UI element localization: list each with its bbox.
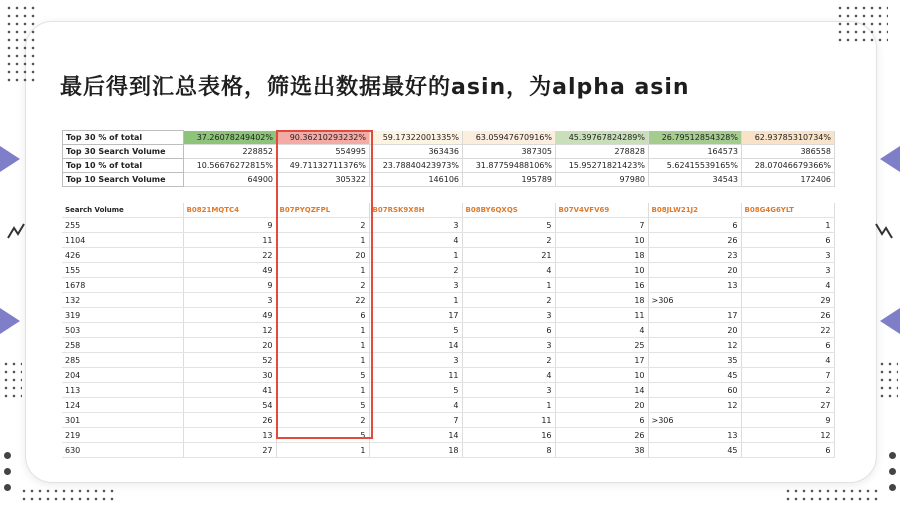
summary-cell[interactable]: 387305	[463, 145, 556, 159]
squiggle-right-icon	[874, 222, 894, 242]
search-volume-cell[interactable]: 258	[62, 338, 183, 353]
rank-cell[interactable]: 20	[183, 338, 276, 353]
rank-cell[interactable]: 18	[555, 293, 648, 308]
column-header-asin[interactable]: B07PYQZFPL	[276, 203, 369, 218]
table-row	[62, 218, 834, 233]
table-row	[62, 428, 834, 443]
summary-cell[interactable]: 278828	[556, 145, 649, 159]
rank-cell[interactable]: 8	[462, 443, 555, 458]
rank-cell[interactable]: 30	[183, 368, 276, 383]
search-volume-cell[interactable]: 301	[62, 413, 183, 428]
table-row	[62, 248, 834, 263]
rank-cell[interactable]: 3	[462, 383, 555, 398]
rank-cell[interactable]: 1	[276, 323, 369, 338]
rank-cell[interactable]: 35	[648, 353, 741, 368]
rank-cell[interactable]: 13	[648, 278, 741, 293]
summary-row	[63, 173, 835, 187]
rank-cell[interactable]: 49	[183, 308, 276, 323]
summary-cell[interactable]: 195789	[463, 173, 556, 187]
search-volume-cell[interactable]: 155	[62, 263, 183, 278]
summary-cell[interactable]: 62.93785310734%	[742, 131, 835, 145]
rank-cell[interactable]: 3	[741, 248, 834, 263]
summary-cell[interactable]: 26.79512854328%	[649, 131, 742, 145]
rank-cell[interactable]: 1	[276, 353, 369, 368]
decorative-dots-bottom-left	[20, 487, 116, 503]
rank-cell[interactable]: 2	[276, 413, 369, 428]
dot-bottom-left-1	[4, 452, 11, 459]
rank-cell[interactable]: 21	[462, 248, 555, 263]
rank-cell[interactable]: 6	[741, 338, 834, 353]
rank-cell[interactable]: 17	[648, 308, 741, 323]
rank-cell[interactable]: 1	[276, 443, 369, 458]
rank-cell[interactable]: 1	[276, 263, 369, 278]
rank-cell[interactable]: 10	[555, 263, 648, 278]
rank-cell[interactable]: 9	[183, 218, 276, 233]
summary-cell[interactable]: 45.39767824289%	[556, 131, 649, 145]
summary-cell[interactable]: 97980	[556, 173, 649, 187]
rank-cell[interactable]: 20	[648, 323, 741, 338]
summary-cell[interactable]: 228852	[184, 145, 277, 159]
rank-cell[interactable]: 6	[741, 443, 834, 458]
rank-cell[interactable]: 3	[369, 278, 462, 293]
rank-cell[interactable]: 18	[369, 443, 462, 458]
summary-cell[interactable]: 305322	[277, 173, 370, 187]
table-row	[62, 443, 834, 458]
rank-cell[interactable]: 13	[648, 428, 741, 443]
rank-cell[interactable]: 54	[183, 398, 276, 413]
rank-cell[interactable]: 11	[555, 308, 648, 323]
column-header-asin[interactable]: B07V4VFV69	[555, 203, 648, 218]
column-header-asin[interactable]: B08BY6QXQS	[462, 203, 555, 218]
rank-cell[interactable]: 12	[741, 428, 834, 443]
search-volume-cell[interactable]: 204	[62, 368, 183, 383]
rank-cell[interactable]: 25	[555, 338, 648, 353]
rank-cell[interactable]: 22	[276, 293, 369, 308]
search-volume-cell[interactable]: 285	[62, 353, 183, 368]
summary-cell[interactable]: 172406	[742, 173, 835, 187]
table-row	[62, 353, 834, 368]
summary-cell[interactable]: 31.87759488106%	[463, 159, 556, 173]
rank-cell[interactable]: 1	[276, 383, 369, 398]
triangle-left-top-icon	[0, 146, 20, 172]
summary-cell[interactable]: 5.62415539165%	[649, 159, 742, 173]
dot-bottom-left-3	[4, 484, 11, 491]
rank-cell[interactable]: 20	[276, 248, 369, 263]
search-volume-cell[interactable]: 132	[62, 293, 183, 308]
summary-cell[interactable]: 63.05947670916%	[463, 131, 556, 145]
summary-cell[interactable]: 28.07046679366%	[742, 159, 835, 173]
rank-cell[interactable]: 4	[462, 368, 555, 383]
rank-cell[interactable]: 60	[648, 383, 741, 398]
summary-cell[interactable]: 34543	[649, 173, 742, 187]
summary-cell[interactable]: 554995	[277, 145, 370, 159]
column-header-asin[interactable]: B08JLW21J2	[648, 203, 741, 218]
summary-cell[interactable]: 59.17322001335%	[370, 131, 463, 145]
search-volume-cell[interactable]: 1678	[62, 278, 183, 293]
summary-row-label[interactable]: Top 30 Search Volume	[63, 145, 184, 159]
rank-cell[interactable]: 12	[183, 323, 276, 338]
rank-cell[interactable]: 3	[462, 308, 555, 323]
summary-row	[63, 145, 835, 159]
search-volume-cell[interactable]: 113	[62, 383, 183, 398]
rank-cell[interactable]: 20	[555, 398, 648, 413]
rank-cell[interactable]: 26	[555, 428, 648, 443]
rank-cell[interactable]: 6	[276, 308, 369, 323]
dot-bottom-right-3	[889, 484, 896, 491]
rank-cell[interactable]: 22	[741, 323, 834, 338]
rank-cell[interactable]: 4	[741, 278, 834, 293]
rank-cell[interactable]: 1	[369, 293, 462, 308]
summary-cell[interactable]: 146106	[370, 173, 463, 187]
rank-cell[interactable]: 11	[462, 413, 555, 428]
summary-row-label[interactable]: Top 10 % of total	[63, 159, 184, 173]
summary-cell[interactable]: 37.26078249402%	[184, 131, 277, 145]
summary-row	[63, 159, 835, 173]
rank-cell[interactable]: 1	[276, 233, 369, 248]
table-row	[62, 413, 834, 428]
table-row	[62, 398, 834, 413]
search-volume-table	[62, 203, 835, 458]
summary-cell[interactable]: 386558	[742, 145, 835, 159]
rank-cell[interactable]: 14	[369, 338, 462, 353]
table-row	[62, 368, 834, 383]
rank-cell[interactable]: 16	[462, 428, 555, 443]
summary-cell[interactable]: 15.95271821423%	[556, 159, 649, 173]
decorative-dots-top-right	[836, 4, 888, 44]
rank-cell[interactable]: 5	[276, 428, 369, 443]
rank-cell[interactable]: 5	[369, 323, 462, 338]
rank-cell[interactable]: 4	[369, 398, 462, 413]
rank-cell[interactable]: 6	[555, 413, 648, 428]
search-volume-cell[interactable]: 219	[62, 428, 183, 443]
rank-cell[interactable]: 1	[369, 248, 462, 263]
decorative-dots-top-left	[5, 4, 37, 84]
search-volume-cell[interactable]: 426	[62, 248, 183, 263]
slide-title: 最后得到汇总表格，筛选出数据最好的asin，为alpha asin	[60, 75, 690, 100]
dot-bottom-left-2	[4, 468, 11, 475]
search-volume-cell[interactable]: 1104	[62, 233, 183, 248]
rank-cell[interactable]: 26	[741, 308, 834, 323]
rank-cell[interactable]: 1	[276, 338, 369, 353]
rank-cell[interactable]: 22	[183, 248, 276, 263]
rank-cell[interactable]: 5	[369, 383, 462, 398]
rank-cell[interactable]: 1	[462, 278, 555, 293]
summary-row	[63, 131, 835, 145]
rank-cell[interactable]: 6	[462, 323, 555, 338]
table-row	[62, 323, 834, 338]
rank-cell[interactable]: 11	[183, 233, 276, 248]
table-row	[62, 233, 834, 248]
rank-cell[interactable]: 23	[648, 248, 741, 263]
summary-row-label[interactable]: Top 30 % of total	[63, 131, 184, 145]
column-header-search-volume[interactable]: Search Volume	[62, 203, 183, 218]
triangle-right-top-icon	[880, 146, 900, 172]
rank-cell[interactable]: 2	[462, 233, 555, 248]
search-volume-cell[interactable]: 503	[62, 323, 183, 338]
rank-cell[interactable]: 17	[555, 353, 648, 368]
rank-cell[interactable]: 29	[741, 293, 834, 308]
rank-cell[interactable]: 1	[462, 398, 555, 413]
rank-cell[interactable]: 4	[462, 263, 555, 278]
rank-cell[interactable]: 1	[741, 218, 834, 233]
rank-cell[interactable]: 9	[183, 278, 276, 293]
rank-cell[interactable]: 16	[555, 278, 648, 293]
rank-cell[interactable]: 26	[648, 233, 741, 248]
rank-cell[interactable]: 5	[276, 368, 369, 383]
rank-cell[interactable]: 5	[276, 398, 369, 413]
rank-cell[interactable]: 3	[183, 293, 276, 308]
rank-cell[interactable]: 2	[276, 278, 369, 293]
rank-cell[interactable]: 10	[555, 368, 648, 383]
rank-cell[interactable]: 38	[555, 443, 648, 458]
rank-cell[interactable]: 45	[648, 443, 741, 458]
rank-cell[interactable]: 27	[183, 443, 276, 458]
rank-cell[interactable]: 2	[369, 263, 462, 278]
rank-cell[interactable]: 18	[555, 248, 648, 263]
rank-cell[interactable]: 7	[369, 413, 462, 428]
summary-cell[interactable]: 164573	[649, 145, 742, 159]
rank-cell[interactable]: 20	[648, 263, 741, 278]
rank-cell[interactable]: 3	[369, 353, 462, 368]
rank-cell[interactable]: 4	[555, 323, 648, 338]
rank-cell[interactable]: 41	[183, 383, 276, 398]
rank-cell[interactable]: 27	[741, 398, 834, 413]
rank-cell[interactable]: 2	[741, 383, 834, 398]
search-volume-cell[interactable]: 124	[62, 398, 183, 413]
decorative-dots-right	[878, 360, 898, 400]
search-volume-cell[interactable]: 255	[62, 218, 183, 233]
rank-cell[interactable]: 3	[369, 218, 462, 233]
column-header-asin[interactable]: B08G4G6YLT	[741, 203, 834, 218]
search-volume-cell[interactable]: 630	[62, 443, 183, 458]
squiggle-left-icon	[6, 222, 26, 242]
rank-cell[interactable]: 3	[462, 338, 555, 353]
rank-cell[interactable]: 11	[369, 368, 462, 383]
rank-cell[interactable]: 2	[276, 218, 369, 233]
summary-row-label[interactable]: Top 10 Search Volume	[63, 173, 184, 187]
decorative-dots-bottom-right	[784, 487, 880, 503]
dot-bottom-right-2	[889, 468, 896, 475]
summary-cell[interactable]: 49.71132711376%	[277, 159, 370, 173]
summary-cell[interactable]: 90.36210293232%	[277, 131, 370, 145]
summary-table	[62, 130, 835, 187]
rank-cell[interactable]: 7	[555, 218, 648, 233]
rank-cell[interactable]: 6	[648, 218, 741, 233]
dot-bottom-right-1	[889, 452, 896, 459]
triangle-left-bottom-icon	[0, 308, 20, 334]
summary-cell[interactable]: 64900	[184, 173, 277, 187]
triangle-right-bottom-icon	[880, 308, 900, 334]
rank-cell[interactable]: 49	[183, 263, 276, 278]
rank-cell[interactable]: 52	[183, 353, 276, 368]
summary-cell[interactable]: 23.78840423973%	[370, 159, 463, 173]
rank-cell[interactable]: 5	[462, 218, 555, 233]
table-row	[62, 308, 834, 323]
rank-cell[interactable]: 12	[648, 338, 741, 353]
table-row	[62, 263, 834, 278]
rank-cell[interactable]: 26	[183, 413, 276, 428]
rank-cell[interactable]: 17	[369, 308, 462, 323]
rank-cell[interactable]: 14	[555, 383, 648, 398]
summary-cell[interactable]: 363436	[370, 145, 463, 159]
summary-cell[interactable]: 10.56676272815%	[184, 159, 277, 173]
column-header-asin[interactable]: B07RSK9X8H	[369, 203, 462, 218]
rank-cell[interactable]: 2	[462, 293, 555, 308]
column-header-asin[interactable]: B0821MQTC4	[183, 203, 276, 218]
rank-cell[interactable]: 14	[369, 428, 462, 443]
rank-cell[interactable]: >306	[648, 413, 741, 428]
rank-cell[interactable]: 4	[369, 233, 462, 248]
table-row	[62, 278, 834, 293]
rank-cell[interactable]: 9	[741, 413, 834, 428]
rank-cell[interactable]: 10	[555, 233, 648, 248]
rank-cell[interactable]: 12	[648, 398, 741, 413]
rank-cell[interactable]: >306	[648, 293, 741, 308]
rank-cell[interactable]: 13	[183, 428, 276, 443]
search-volume-cell[interactable]: 319	[62, 308, 183, 323]
data-header-row	[62, 203, 834, 218]
rank-cell[interactable]: 6	[741, 233, 834, 248]
table-row	[62, 338, 834, 353]
decorative-dots-left	[2, 360, 22, 400]
rank-cell[interactable]: 4	[741, 353, 834, 368]
rank-cell[interactable]: 45	[648, 368, 741, 383]
rank-cell[interactable]: 7	[741, 368, 834, 383]
rank-cell[interactable]: 2	[462, 353, 555, 368]
table-row	[62, 293, 834, 308]
rank-cell[interactable]: 3	[741, 263, 834, 278]
table-row	[62, 383, 834, 398]
